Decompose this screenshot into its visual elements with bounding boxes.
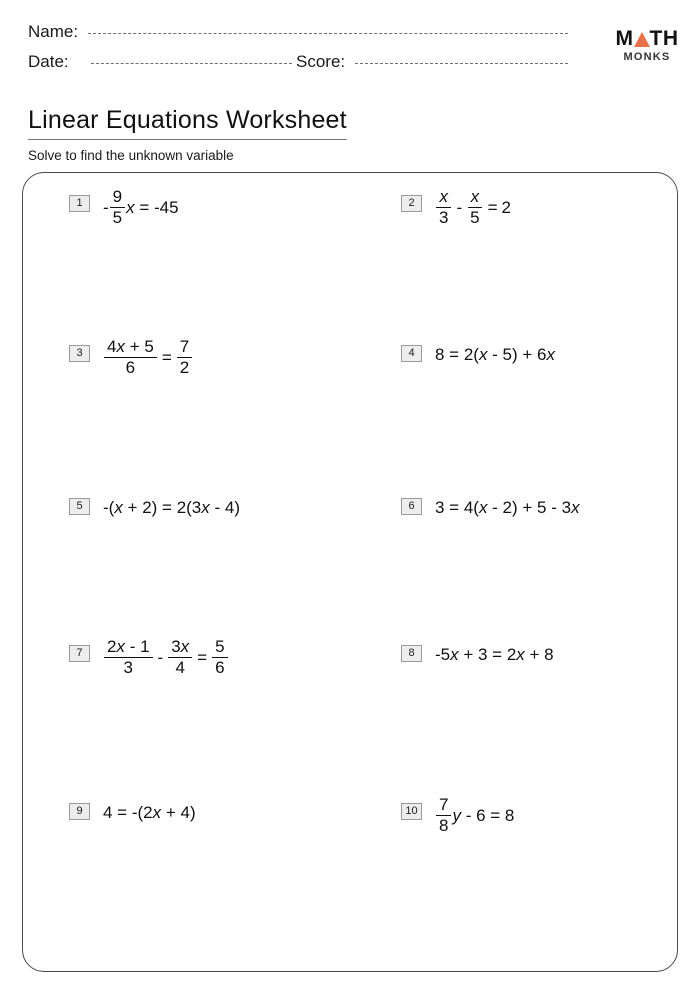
fraction <box>436 188 451 228</box>
fraction-numerator: 4x + 5 <box>104 338 157 358</box>
variable-symbol: x <box>152 803 162 822</box>
equation-text: - 5) + 6 <box>487 345 547 364</box>
score-label: Score: <box>296 52 346 71</box>
fraction-numerator: 5 <box>212 638 227 658</box>
problem-item <box>401 345 555 365</box>
variable-symbol: x <box>470 187 480 206</box>
problem-equation <box>435 645 554 665</box>
variable-symbol: x <box>450 645 459 664</box>
date-label: Date: <box>28 52 69 71</box>
date-segment <box>28 52 296 72</box>
fraction-numerator <box>436 188 451 208</box>
logo-text-th: TH <box>649 27 679 50</box>
fraction <box>467 188 482 228</box>
problem-item <box>401 187 512 235</box>
problem-item <box>401 645 554 665</box>
equation-text: + 2) = 2(3 <box>122 498 202 517</box>
problem-equation <box>103 638 229 678</box>
problem-equation <box>103 498 240 518</box>
fraction <box>104 638 153 678</box>
equation-text: - 4) <box>209 498 240 517</box>
variable-symbol: x <box>571 498 580 517</box>
problem-item <box>69 637 229 685</box>
problem-number-badge: 3 <box>69 345 90 362</box>
date-input-line[interactable] <box>91 62 292 64</box>
fraction <box>168 638 192 678</box>
variable-symbol: x <box>478 345 488 364</box>
problem-number-badge: 10 <box>401 803 422 820</box>
equation-text: - 6 = 8 <box>460 805 515 825</box>
problem-number-badge: 5 <box>69 498 90 515</box>
variable-symbol: x <box>114 498 123 517</box>
fraction-denominator: 5 <box>112 208 123 228</box>
fraction-numerator: 9 <box>110 188 125 208</box>
problem-number-badge: 6 <box>401 498 422 515</box>
fraction-denominator: 3 <box>123 658 133 678</box>
operator-symbol: = <box>487 197 498 217</box>
problems-grid <box>23 173 677 971</box>
variable-symbol: x <box>478 498 488 517</box>
fraction-denominator: 3 <box>439 208 449 228</box>
fraction <box>110 188 125 228</box>
problems-container <box>22 172 678 972</box>
fraction-numerator: 7 <box>177 338 192 358</box>
problem-number-badge: 7 <box>69 645 90 662</box>
problem-item <box>69 803 196 823</box>
fraction-denominator: 4 <box>175 658 185 678</box>
problem-equation <box>103 803 196 823</box>
mathmonks-logo <box>608 28 686 63</box>
fraction <box>104 338 157 378</box>
fraction <box>436 796 451 836</box>
variable-symbol: x <box>546 345 556 364</box>
problem-item <box>69 498 240 518</box>
problem-equation <box>435 188 511 228</box>
score-segment <box>296 52 568 72</box>
problem-item <box>401 795 515 843</box>
problem-item <box>69 187 179 235</box>
operator-symbol: - <box>456 197 463 217</box>
problem-number-badge: 4 <box>401 345 422 362</box>
variable-symbol: x <box>126 197 135 217</box>
fraction <box>212 638 227 678</box>
equation-text: + 3 = 2 <box>458 645 517 664</box>
fraction-denominator: 6 <box>215 658 225 678</box>
equation-text: 4 = -(2 <box>103 803 153 822</box>
problem-number-badge: 1 <box>69 195 90 212</box>
fraction-numerator: 7 <box>436 796 451 816</box>
logo-text-m: M <box>615 27 634 50</box>
variable-symbol: x <box>180 637 190 656</box>
problem-equation <box>435 796 514 836</box>
equation-text: - <box>103 197 109 217</box>
problem-item <box>69 337 193 385</box>
logo-wordmark-top <box>608 28 686 49</box>
operator-symbol: = <box>197 647 208 667</box>
fraction-numerator <box>468 188 483 208</box>
problem-equation <box>103 338 193 378</box>
score-input-line[interactable] <box>355 62 568 64</box>
problem-number-badge: 9 <box>69 803 90 820</box>
equation-text: -5 <box>435 645 451 664</box>
problem-equation <box>103 188 179 228</box>
problem-equation <box>435 345 555 365</box>
variable-symbol: x <box>516 645 525 664</box>
equation-text: 8 = 2( <box>435 345 479 364</box>
equation-text: + 4) <box>161 803 196 822</box>
variable-symbol: x <box>116 337 125 356</box>
fraction-denominator: 2 <box>179 358 190 378</box>
fraction <box>177 338 192 378</box>
equation-text: - 2) + 5 - 3 <box>487 498 572 517</box>
name-label: Name: <box>28 22 79 41</box>
fraction-numerator: 3x <box>168 638 192 658</box>
name-field-row <box>28 22 568 42</box>
page-title-wrap <box>28 106 347 140</box>
page-subtitle: Solve to find the unknown variable <box>28 148 234 163</box>
problem-item <box>401 498 580 518</box>
logo-wordmark-bottom: MONKS <box>623 51 671 63</box>
equation-text: 3 = 4( <box>435 498 479 517</box>
fraction-numerator: 2x - 1 <box>104 638 153 658</box>
logo-triangle-icon <box>634 32 650 47</box>
variable-symbol: x <box>439 187 448 206</box>
worksheet-header <box>0 0 700 95</box>
operator-symbol: = <box>161 347 172 367</box>
fraction-denominator: 5 <box>470 208 480 228</box>
variable-symbol: x <box>201 498 210 517</box>
equation-text: = -45 <box>134 197 179 217</box>
date-score-field-row <box>28 52 568 72</box>
equation-text: + 8 <box>524 645 554 664</box>
problem-number-badge: 2 <box>401 195 422 212</box>
variable-symbol: y <box>452 805 461 825</box>
equation-text: -( <box>103 498 115 517</box>
equation-text: 2 <box>501 197 512 217</box>
page-title: Linear Equations Worksheet <box>28 106 347 140</box>
operator-symbol: - <box>157 647 164 667</box>
problem-equation <box>435 498 580 518</box>
fraction-denominator: 8 <box>439 816 449 836</box>
name-input-line[interactable] <box>88 32 568 34</box>
variable-symbol: x <box>116 637 125 656</box>
fraction-denominator: 6 <box>125 358 136 378</box>
problem-number-badge: 8 <box>401 645 422 662</box>
